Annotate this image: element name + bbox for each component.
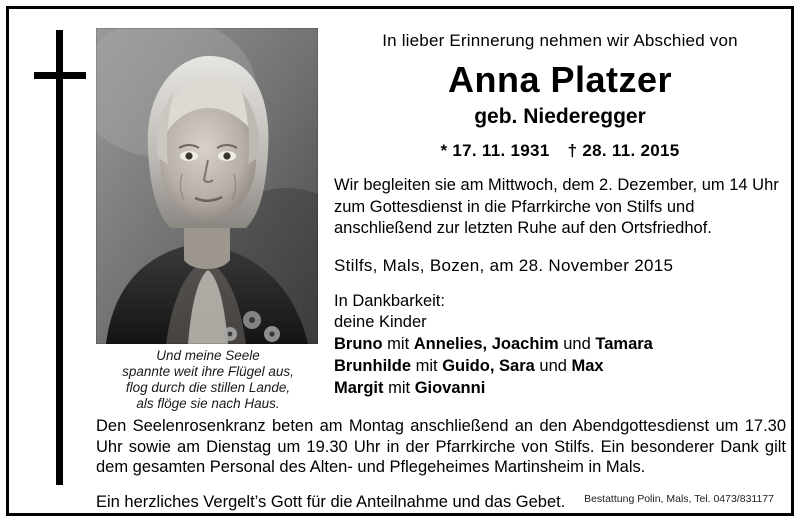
notice-main-text <box>334 30 786 399</box>
closing-text: Ein herzliches Vergelt’s Gott für die Anteilnahme und das Gebet. <box>96 492 566 511</box>
child-and: und <box>539 356 567 375</box>
photo-caption-line-4: als flöge sie nach Haus. <box>136 396 280 411</box>
gratitude-line-2: deine Kinder <box>334 312 427 331</box>
children-list <box>334 333 786 399</box>
cross-vertical-bar <box>56 30 63 485</box>
child-name: Brunhilde <box>334 356 411 375</box>
service-text: Wir begleiten sie am Mittwoch, dem 2. Dezember, um 14 Uhr zum Gottesdienst in die Pfarrkirche von Stilfs und anschließend zur letzten Ruhe auf den Ortsfriedhof. <box>334 176 779 237</box>
cross-horizontal-bar <box>34 72 86 79</box>
maiden-name: geb. Niederegger <box>474 105 646 128</box>
photo-caption-line-2: spannte weit ihre Flügel aus, <box>122 364 294 379</box>
photo-caption-line-3: flog durch die stillen Lande, <box>125 380 291 395</box>
gratitude-line-1: In Dankbarkeit: <box>334 291 445 310</box>
child-with: mit <box>415 356 438 375</box>
portrait-image <box>96 28 318 344</box>
photo-caption-line-1: Und meine Seele <box>156 348 260 363</box>
child-last: Max <box>571 356 604 375</box>
child-row <box>334 333 786 355</box>
photo-caption <box>92 348 324 412</box>
rosary-text: Den Seelenrosenkranz beten am Montag anschließend an den Abendgottesdienst um 17.30 Uhr sowie am Dienstag um 19.30 Uhr in der Pfarrkirche von Stilfs. Ein besonderer Dank gilt dem gesamten Personal des Alten- und Pflegeheimes Martinsheim in Mals. <box>96 417 786 476</box>
birth-date: * 17. 11. 1931 <box>440 141 550 160</box>
child-row <box>334 355 786 377</box>
places-line: Stilfs, Mals, Bozen, am 28. November 2015 <box>334 255 674 275</box>
child-with: mit <box>387 334 410 353</box>
child-name: Margit <box>334 378 384 397</box>
page-inner <box>12 12 788 510</box>
death-date: † 28. 11. 2015 <box>567 141 680 160</box>
child-with: mit <box>388 378 411 397</box>
child-partners: Annelies, Joachim <box>413 334 559 353</box>
child-and: und <box>563 334 591 353</box>
life-dates <box>334 140 786 162</box>
deceased-name: Anna Platzer <box>447 59 673 100</box>
cross-icon <box>34 30 90 490</box>
child-last: Tamara <box>595 334 653 353</box>
portrait-photo <box>96 28 318 344</box>
portrait-illustration <box>96 28 318 344</box>
funeral-home-footer: Bestattung Polin, Mals, Tel. 0473/831177 <box>584 493 774 505</box>
intro-line: In lieber Erinnerung nehmen wir Abschied von <box>382 31 738 50</box>
child-row <box>334 377 786 399</box>
child-partners: Giovanni <box>414 378 486 397</box>
child-name: Bruno <box>334 334 383 353</box>
child-partners: Guido, Sara <box>442 356 535 375</box>
